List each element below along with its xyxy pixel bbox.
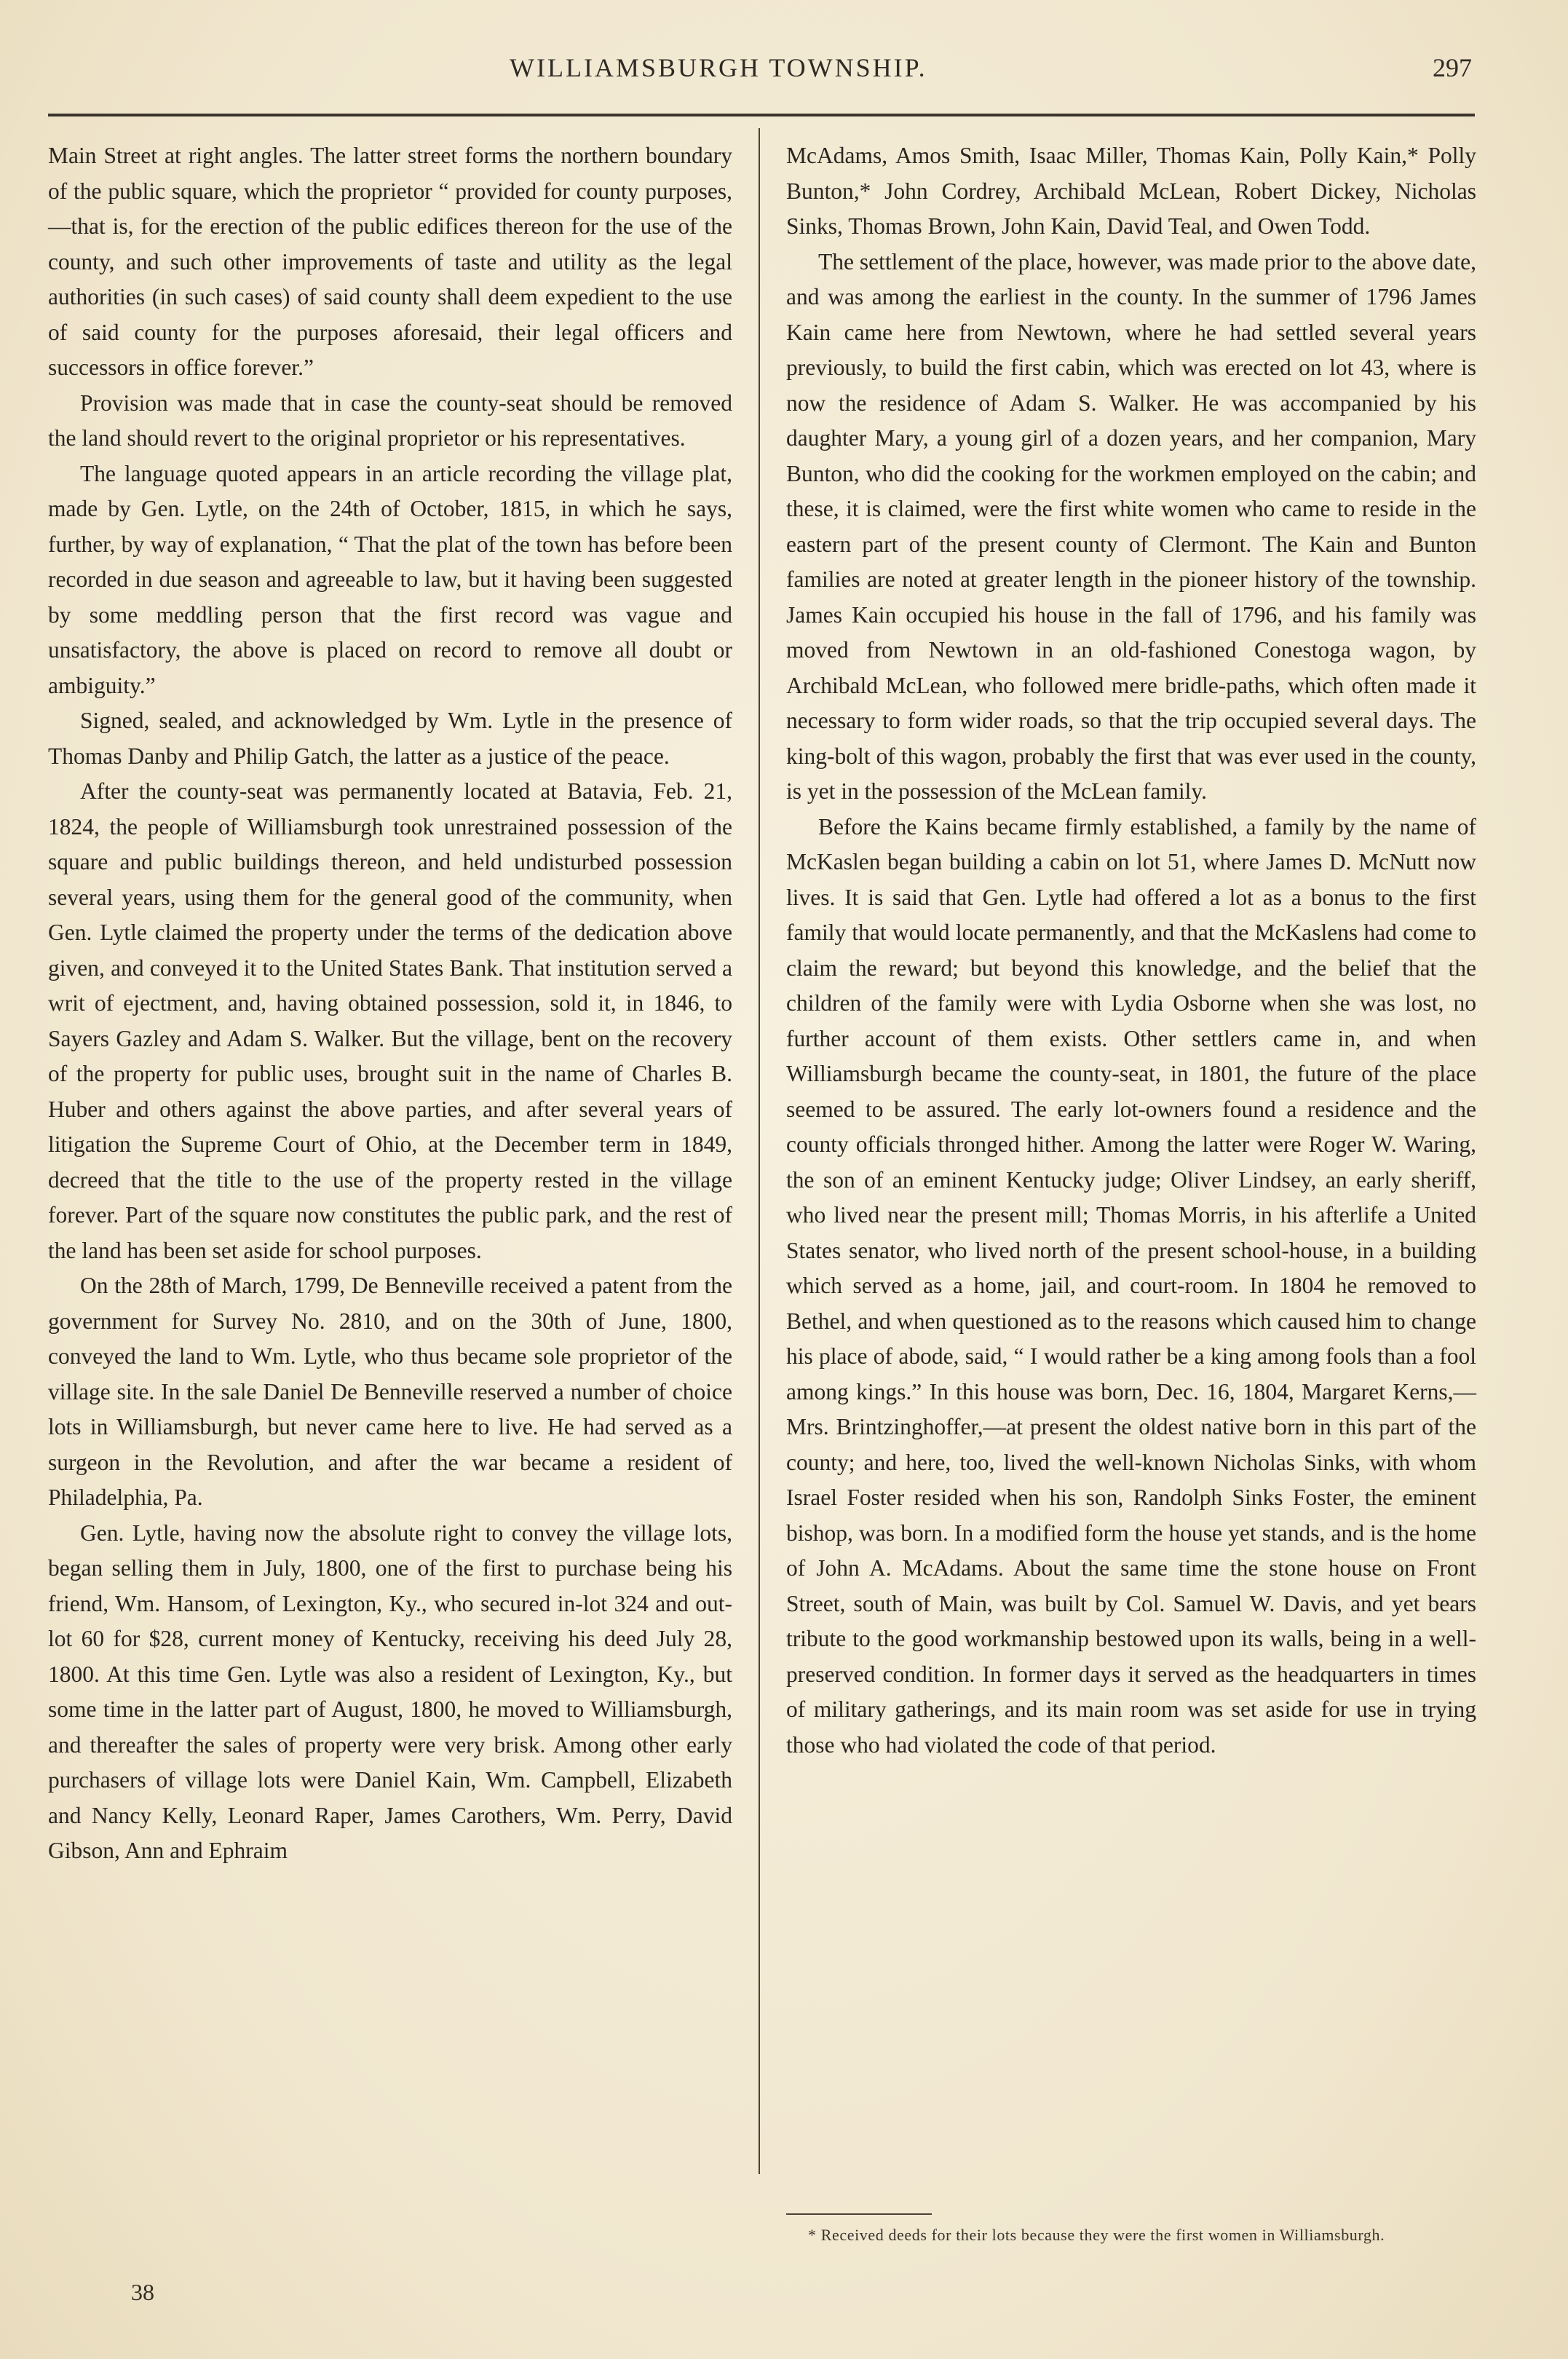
paragraph: Provision was made that in case the county-seat should be removed the land should revert to the original proprietor or his representatives.: [48, 390, 732, 451]
running-title: WILLIAMSBURGH TOWNSHIP.: [510, 53, 927, 82]
left-column: [48, 138, 732, 1869]
signature-mark: 38: [131, 2279, 154, 2305]
page-number: 297: [1433, 53, 1472, 82]
paragraph: Signed, sealed, and acknowledged by Wm. Lytle in the presence of Thomas Danby and Philip Gatch, the latter as a justice of the peace.: [48, 708, 732, 769]
paragraph: McAdams, Amos Smith, Isaac Miller, Thomas Kain, Polly Kain,* Polly Bunton,* John Cordrey, Archibald McLean, Robert Dickey, Nicholas Sinks, Thomas Brown, John Kain, David Teal, and Owen Todd.: [786, 143, 1476, 239]
paragraph: Main Street at right angles. The latter street forms the northern boundary of the public square, which the proprietor “ provided for county purposes,—that is, for the erection of the public edifices thereon for the use of the county, and such other improvements of taste and utility as the legal authorities (in such cases) of said county shall deem expedient to the use of said county for the purposes aforesaid, their legal officers and successors in office forever.”: [48, 143, 732, 380]
paragraph: On the 28th of March, 1799, De Benneville received a patent from the government for Survey No. 2810, and on the 30th of June, 1800, conveyed the land to Wm. Lytle, who thus became sole proprietor of the village site. In the sale Daniel De Benneville reserved a number of choice lots in Williamsburgh, but never came here to live. He had served as a surgeon in the Revolution, and after the war became a resident of Philadelphia, Pa.: [48, 1273, 732, 1510]
paragraph: The settlement of the place, however, was made prior to the above date, and was among the earliest in the county. In the summer of 1796 James Kain came here from Newtown, where he had settled several years previously, to build the first cabin, which was erected on lot 43, where is now the residence of Adam S. Walker. He was accompanied by his daughter Mary, a young girl of a dozen years, and her companion, Mary Bunton, who did the cooking for the workmen employed on the cabin; and these, it is claimed, were the first white women who came to reside in the eastern part of the present county of Clermont. The Kain and Bunton families are noted at greater length in the pioneer history of the township. James Kain occupied his house in the fall of 1796, and his family was moved from Newtown in an old-fashioned Conestoga wagon, by Archibald McLean, who followed mere bridle-paths, which often made it necessary to form wider roads, so that the trip occupied several days. The king-bolt of this wagon, probably the first that was ever used in the county, is yet in the possession of the McLean family.: [786, 248, 1477, 804]
paragraph: Gen. Lytle, having now the absolute right to convey the village lots, began selling them in July, 1800, one of the first to purchase being his friend, Wm. Hansom, of Lexington, Ky., who secured in-lot 324 and out-lot 60 for $28, current money of Kentucky, receiving his deed July 28, 1800. At this time Gen. Lytle was also a resident of Lexington, Ky., but some time in the latter part of August, 1800, he moved to Williamsburgh, and thereafter the sales of property were very brisk. Among other early purchasers of village lots were Daniel Kain, Wm. Campbell, Elizabeth and Nancy Kelly, Leonard Raper, James Carothers, Wm. Perry, David Gibson, Ann and Ephraim: [48, 1520, 732, 1863]
header-rule: [48, 114, 1475, 116]
right-column: [786, 138, 1476, 1763]
paragraph: The language quoted appears in an article recording the village plat, made by Gen. Lytle, on the 24th of October, 1815, in which he says, further, by way of explanation, “ That the plat of the town has before been recorded in due season and agreeable to law, but it having been suggested by some meddling person that the first record was vague and unsatisfactory, the above is placed on record to remove all doubt or ambiguity.”: [48, 460, 732, 698]
paragraph: After the county-seat was permanently located at Batavia, Feb. 21, 1824, the people of Williamsburgh took unrestrained possession of the square and public buildings thereon, and held undisturbed possession several years, using them for the general good of the community, when Gen. Lytle claimed the property under the terms of the dedication above given, and conveyed it to the United States Bank. That institution served a writ of ejectment, and, having obtained possession, sold it, in 1846, to Sayers Gazley and Adam S. Walker. But the village, bent on the recovery of the property for public uses, brought suit in the name of Charles B. Huber and others against the above parties, and after several years of litigation the Supreme Court of Ohio, at the December term in 1849, decreed that the title to the use of the property rested in the village forever. Part of the square now constitutes the public park, and the rest of the land has been set aside for school purposes.: [48, 778, 732, 1263]
paragraph: Before the Kains became firmly established, a family by the name of McKaslen began building a cabin on lot 51, where James D. McNutt now lives. It is said that Gen. Lytle had offered a lot as a bonus to the first family that would locate permanently, and that the McKaslens had come to claim the reward; but beyond this knowledge, and the belief that the children of the family were with Lydia Osborne when she was lost, no further account of them exists. Other settlers came in, and when Williamsburgh became the county-seat, in 1801, the future of the place seemed to be assured. The early lot-owners found a residence and the county officials thronged hither. Among the latter were Roger W. Waring, the son of an eminent Kentucky judge; Oliver Lindsey, an early sheriff, who lived near the present mill; Thomas Morris, in his afterlife a United States senator, who lived north of the present school-house, in a building which served as a home, jail, and court-room. In 1804 he removed to Bethel, and when questioned as to the reasons which caused him to change his place of abode, said, “ I would rather be a king among fools than a fool among kings.” In this house was born, Dec. 16, 1804, Margaret Kerns,—Mrs. Brintzinghoffer,—at present the oldest native born in this part of the county; and here, too, lived the well-known Nicholas Sinks, with whom Israel Foster resided when his son, Randolph Sinks Foster, the eminent bishop, was born. In a modified form the house yet stands, and is the home of John A. McAdams. About the same time the stone house on Front Street, south of Main, was built by Col. Samuel W. Davis, and yet bears tribute to the good workmanship bestowed upon its walls, being in a well-preserved condition. In former days it served as the headquarters in times of military gatherings, and its main room was set aside for use in trying those who had violated the code of that period.: [786, 813, 1476, 1758]
column-divider: [759, 128, 760, 2174]
running-head: [0, 52, 1568, 96]
footnote: * Received deeds for their lots because they were the first women in Williamsburgh.: [808, 2226, 1385, 2244]
footnote-rule: [786, 2213, 932, 2215]
